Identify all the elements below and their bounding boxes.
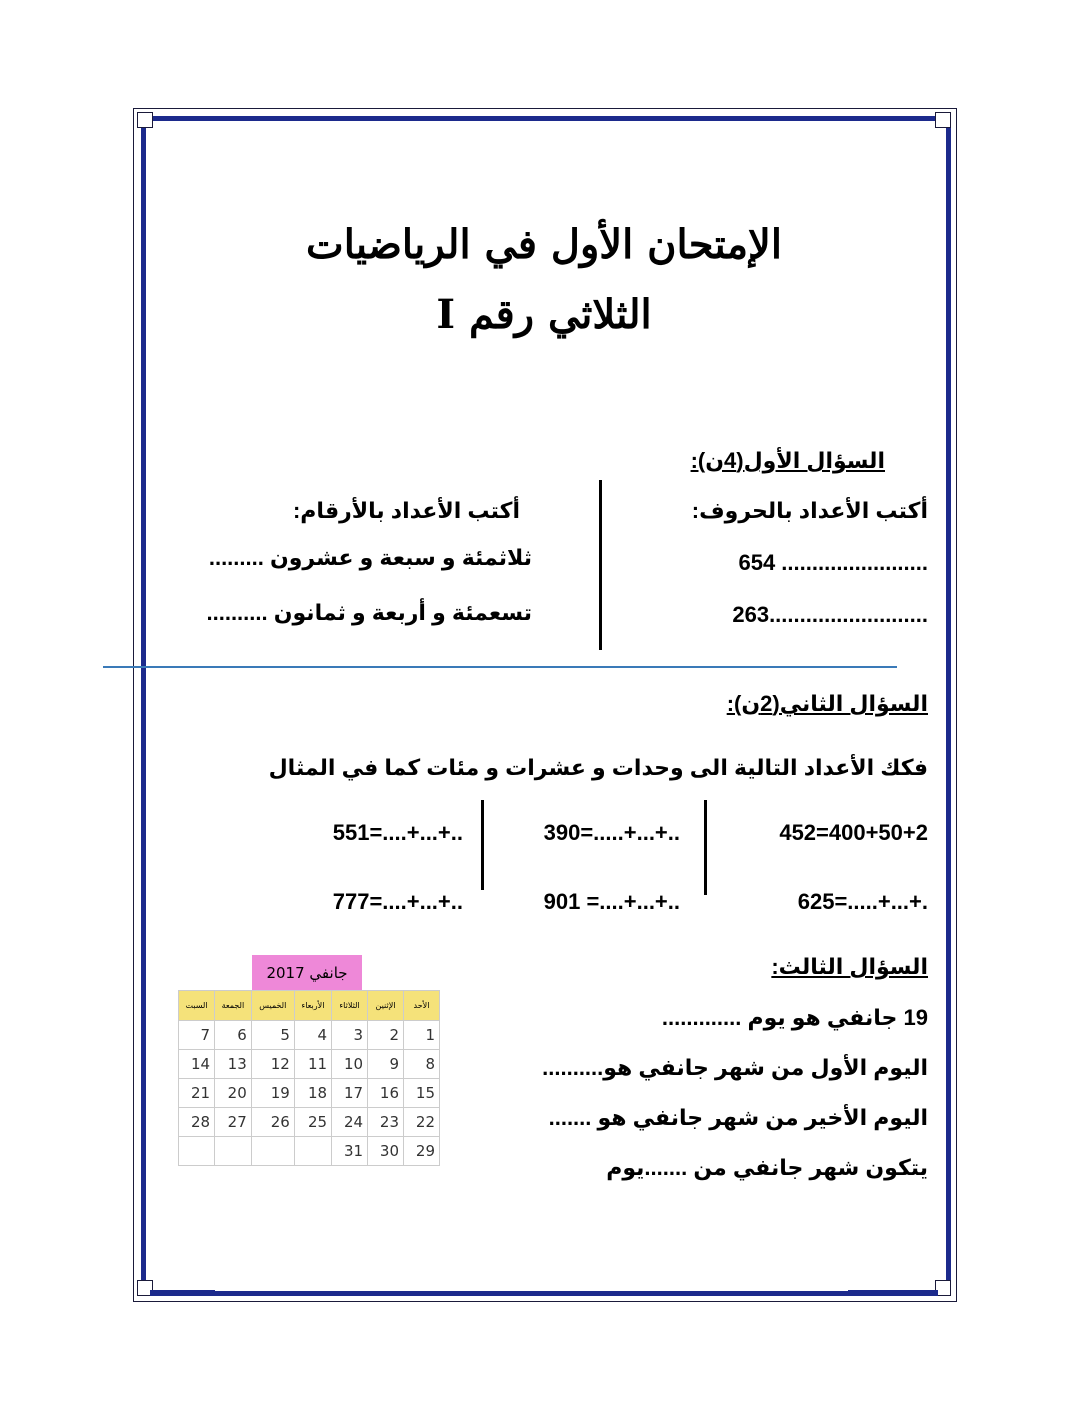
calendar-week [179, 1108, 440, 1137]
calendar-day-header: الثلاثاء [332, 991, 368, 1021]
calendar-week [179, 1050, 440, 1079]
calendar-date: 6 [215, 1021, 252, 1050]
q1-right-label: أكتب الأعداد بالحروف: [691, 498, 928, 523]
q2-heading: السؤال الثاني(2ن): [726, 691, 928, 716]
calendar-date: 2 [368, 1021, 404, 1050]
calendar-date: 23 [368, 1108, 404, 1137]
calendar-day-header: السبت [179, 991, 215, 1021]
calendar-date: 1 [404, 1021, 440, 1050]
calendar-date: 25 [294, 1108, 331, 1137]
calendar-grid [178, 990, 440, 1166]
calendar-date: 18 [294, 1079, 331, 1108]
q1-left-item: تسعمئة و أربعة و ثمانون .......... [206, 600, 532, 625]
q1-left-item: ثلاثمئة و سبعة و عشرون ......... [208, 545, 532, 570]
calendar-day-header: الإثنين [368, 991, 404, 1021]
column-divider [704, 800, 707, 895]
calendar-date: 5 [251, 1021, 294, 1050]
corner-ornament [935, 112, 951, 128]
calendar-day-header: الأحد [404, 991, 440, 1021]
q1-right-item: 263.......................... [732, 602, 928, 627]
calendar-date: 31 [332, 1137, 368, 1166]
calendar-date: 19 [251, 1079, 294, 1108]
calendar-date: 7 [179, 1021, 215, 1050]
exam-title-line2: الثلاثي رقم I [436, 291, 652, 338]
column-divider [481, 800, 484, 890]
calendar-date [251, 1137, 294, 1166]
calendar-date: 16 [368, 1079, 404, 1108]
calendar-date: 17 [332, 1079, 368, 1108]
q1-right-item: 654 ........................ [738, 550, 928, 575]
calendar-date: 21 [179, 1079, 215, 1108]
calendar-week [179, 1137, 440, 1166]
border-accent [150, 1290, 215, 1296]
border-accent [848, 1290, 938, 1296]
calendar-day-header: الخميس [251, 991, 294, 1021]
decompose-example: 452=400+50+2 [779, 820, 928, 845]
q3-item: اليوم الأخير من شهر جانفي هو ....... [548, 1105, 928, 1130]
calendar-date: 28 [179, 1108, 215, 1137]
calendar-date: 8 [404, 1050, 440, 1079]
calendar-date: 15 [404, 1079, 440, 1108]
calendar-date: 4 [294, 1021, 331, 1050]
calendar-date: 24 [332, 1108, 368, 1137]
q3-heading: السؤال الثالث: [771, 954, 928, 979]
calendar-date: 12 [251, 1050, 294, 1079]
q2-instruction: فكك الأعداد التالية الى وحدات و عشرات و مئات كما في المثال [268, 755, 928, 780]
q3-item: 19 جانفي هو يوم ............. [661, 1005, 928, 1030]
decompose-item: 551=....+...+.. [332, 820, 463, 845]
calendar-date [179, 1137, 215, 1166]
decompose-item: 901 =....+...+.. [543, 889, 680, 914]
calendar-date: 9 [368, 1050, 404, 1079]
q1-heading: السؤال الأول(4ن): [690, 448, 885, 473]
section-divider [103, 666, 897, 668]
calendar-week [179, 1021, 440, 1050]
decompose-item: 390=.....+...+.. [543, 820, 680, 845]
calendar-day-header: الجمعة [215, 991, 252, 1021]
q3-item: اليوم الأول من شهر جانفي هو.......... [542, 1055, 928, 1080]
decompose-item: 625=.....+...+. [797, 889, 928, 914]
calendar-date: 27 [215, 1108, 252, 1137]
calendar-date: 22 [404, 1108, 440, 1137]
calendar-date: 13 [215, 1050, 252, 1079]
q1-left-label: أكتب الأعداد بالأرقام: [292, 498, 520, 523]
calendar-date: 3 [332, 1021, 368, 1050]
exam-title-line1: الإمتحان الأول في الرياضيات [306, 221, 782, 268]
corner-ornament [137, 112, 153, 128]
calendar-date [215, 1137, 252, 1166]
calendar-date: 30 [368, 1137, 404, 1166]
decompose-item: 777=....+...+.. [332, 889, 463, 914]
calendar-date: 29 [404, 1137, 440, 1166]
calendar-date: 10 [332, 1050, 368, 1079]
calendar-date: 20 [215, 1079, 252, 1108]
calendar-date: 11 [294, 1050, 331, 1079]
calendar-day-header: الأربعاء [294, 991, 331, 1021]
calendar-date: 14 [179, 1050, 215, 1079]
calendar-title: جانفي 2017 [252, 955, 362, 990]
calendar-date: 26 [251, 1108, 294, 1137]
q3-item: يتكون شهر جانفي من .......يوم [606, 1155, 928, 1180]
calendar-week [179, 1079, 440, 1108]
column-divider [599, 480, 602, 650]
calendar-date [294, 1137, 331, 1166]
